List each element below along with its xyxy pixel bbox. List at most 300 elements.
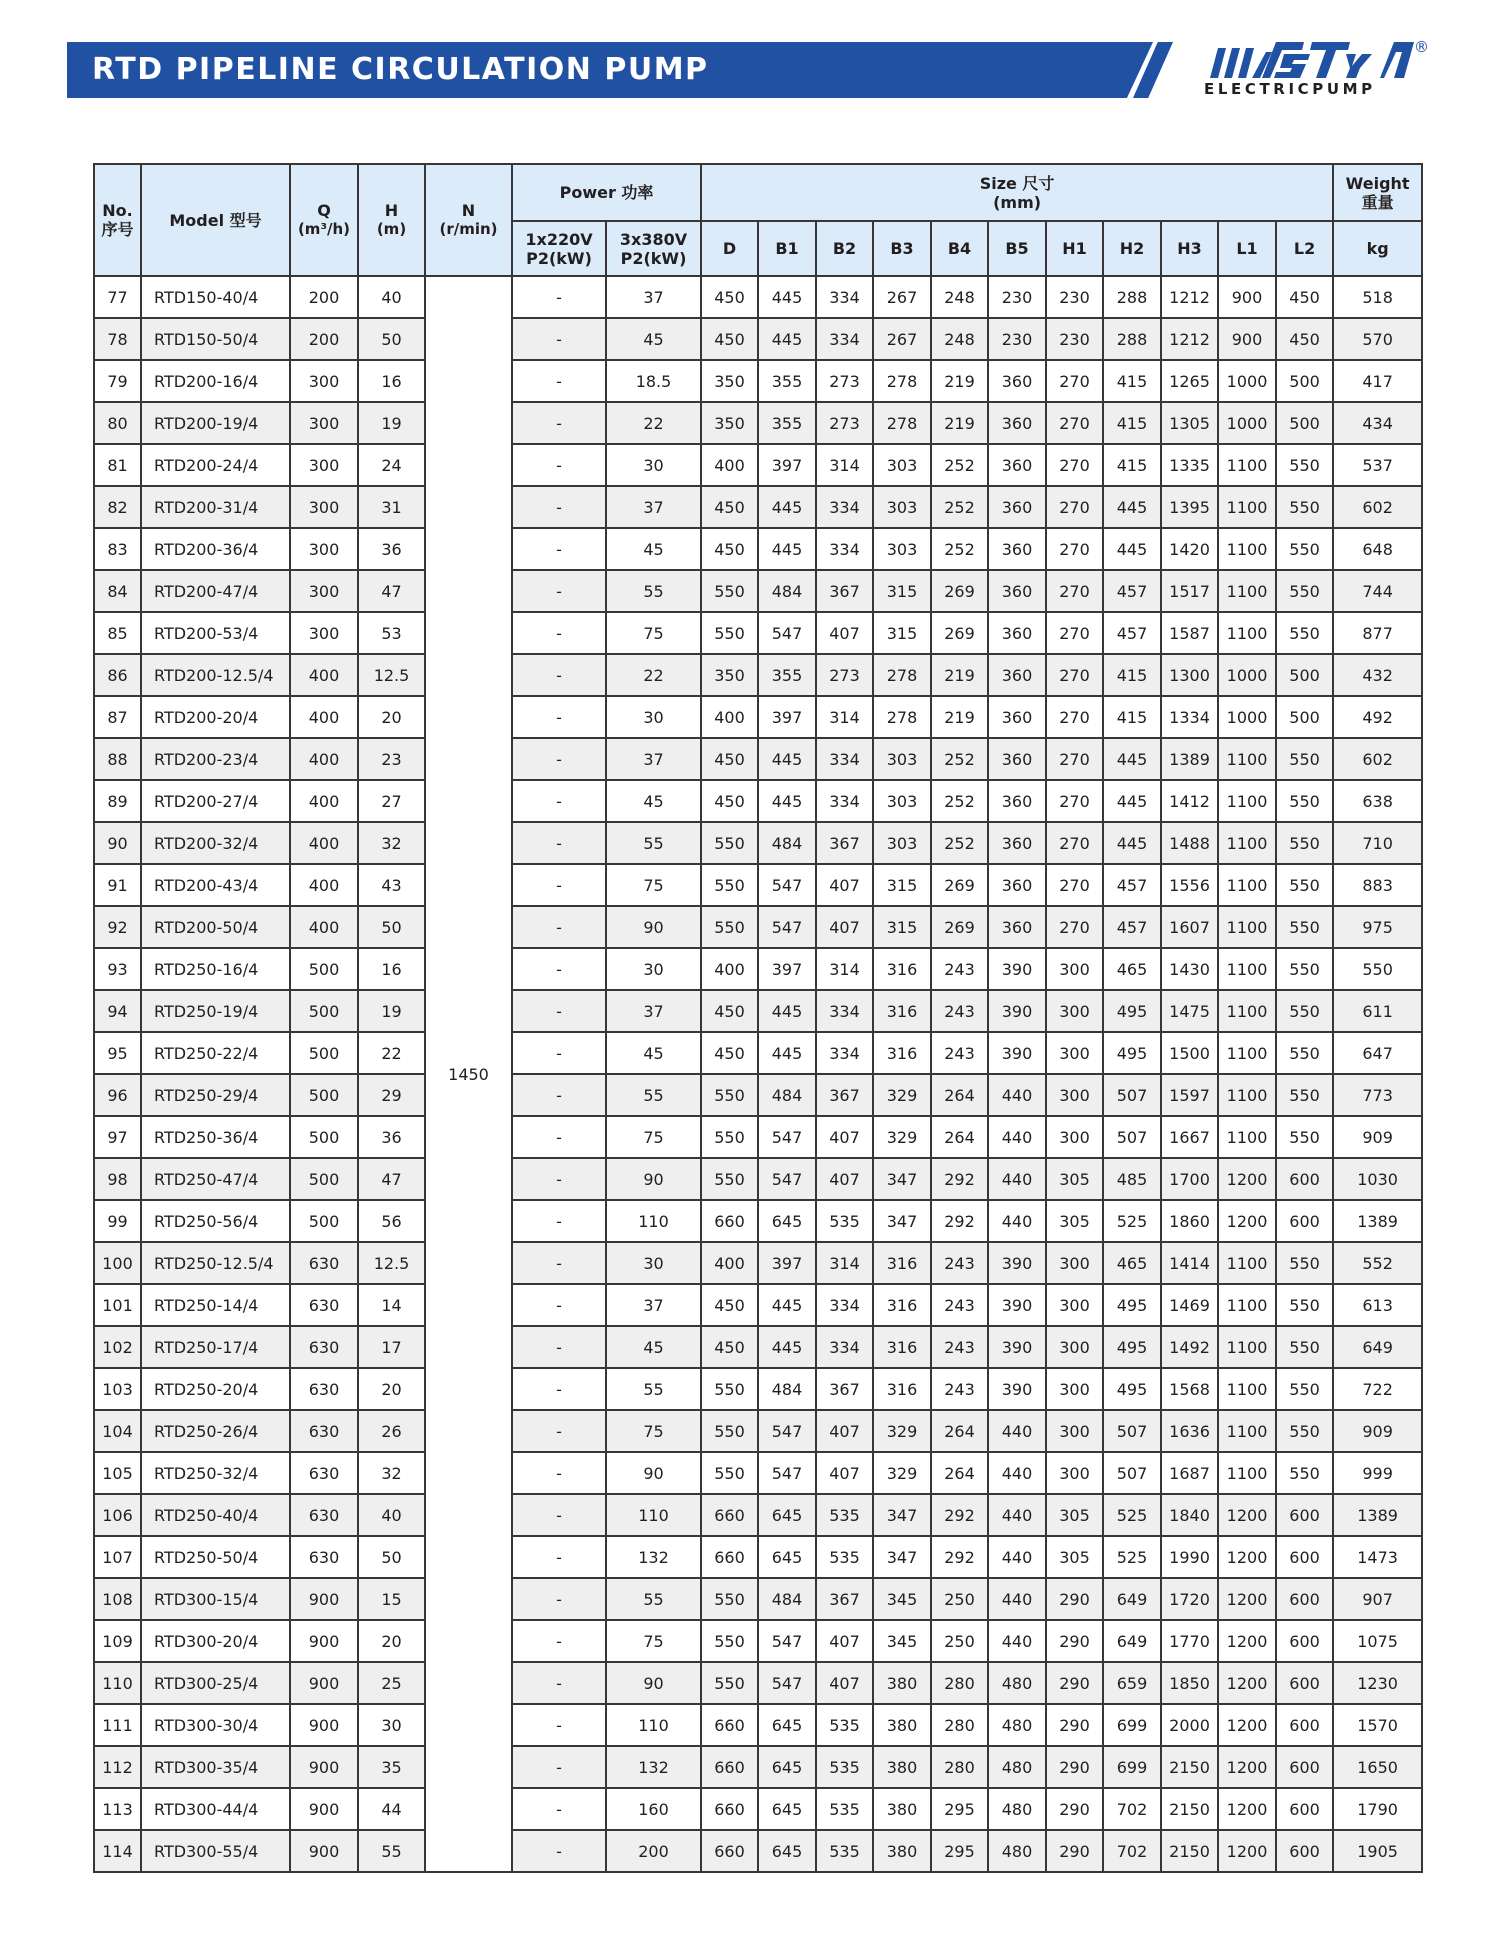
cell-h1: 290 [1046,1704,1103,1746]
cell-no: 79 [94,360,141,402]
cell-l2: 600 [1276,1662,1333,1704]
cell-b3: 329 [873,1410,931,1452]
cell-weight: 492 [1333,696,1422,738]
cell-b5: 360 [988,612,1046,654]
cell-b3: 303 [873,486,931,528]
cell-p1-220v: - [512,1074,606,1116]
cell-q: 500 [290,948,358,990]
cell-h2: 659 [1103,1662,1161,1704]
cell-h1: 270 [1046,612,1103,654]
cell-p2-380v: 90 [606,906,701,948]
brand-logo-mark-icon [1200,40,1420,78]
cell-d: 400 [701,696,758,738]
cell-model: RTD250-47/4 [141,1158,290,1200]
cell-h2: 288 [1103,318,1161,360]
cell-l1: 1200 [1218,1830,1276,1872]
col-header-p1 [512,221,606,276]
cell-d: 450 [701,1326,758,1368]
table-row [94,402,1422,444]
cell-no: 78 [94,318,141,360]
table-row [94,444,1422,486]
cell-b4: 219 [931,696,988,738]
cell-h: 20 [358,1620,425,1662]
cell-p2-380v: 200 [606,1830,701,1872]
cell-b5: 360 [988,696,1046,738]
cell-weight: 648 [1333,528,1422,570]
cell-l1: 1200 [1218,1494,1276,1536]
cell-h2: 507 [1103,1116,1161,1158]
cell-model: RTD250-22/4 [141,1032,290,1074]
cell-b3: 303 [873,444,931,486]
cell-b2: 314 [816,696,873,738]
cell-l2: 550 [1276,822,1333,864]
cell-model: RTD250-32/4 [141,1452,290,1494]
cell-h: 24 [358,444,425,486]
cell-h3: 1597 [1161,1074,1218,1116]
cell-q: 500 [290,1032,358,1074]
cell-model: RTD200-19/4 [141,402,290,444]
cell-h3: 1850 [1161,1662,1218,1704]
cell-h2: 415 [1103,360,1161,402]
cell-h: 40 [358,1494,425,1536]
cell-d: 400 [701,1242,758,1284]
cell-b1: 355 [758,654,816,696]
cell-b5: 440 [988,1620,1046,1662]
cell-no: 98 [94,1158,141,1200]
cell-q: 300 [290,612,358,654]
cell-l1: 1100 [1218,528,1276,570]
cell-h1: 270 [1046,444,1103,486]
cell-b4: 250 [931,1578,988,1620]
cell-b2: 367 [816,570,873,612]
col-header-h3: H3 [1161,221,1218,276]
cell-b1: 547 [758,1620,816,1662]
cell-b1: 645 [758,1746,816,1788]
cell-h: 16 [358,948,425,990]
cell-h3: 1990 [1161,1536,1218,1578]
cell-b1: 484 [758,1074,816,1116]
cell-b4: 243 [931,1242,988,1284]
cell-b1: 547 [758,612,816,654]
cell-p2-380v: 45 [606,1032,701,1074]
cell-l2: 550 [1276,780,1333,822]
cell-weight: 602 [1333,486,1422,528]
cell-h2: 495 [1103,1032,1161,1074]
cell-b5: 360 [988,360,1046,402]
cell-b4: 250 [931,1620,988,1662]
cell-h3: 1469 [1161,1284,1218,1326]
cell-b4: 269 [931,906,988,948]
cell-l1: 1200 [1218,1746,1276,1788]
cell-d: 550 [701,1368,758,1410]
cell-weight: 909 [1333,1116,1422,1158]
table-row [94,486,1422,528]
cell-p2-380v: 45 [606,1326,701,1368]
cell-q: 400 [290,864,358,906]
cell-model: RTD250-14/4 [141,1284,290,1326]
cell-h3: 1335 [1161,444,1218,486]
cell-h: 15 [358,1578,425,1620]
cell-b1: 445 [758,528,816,570]
cell-b1: 547 [758,906,816,948]
cell-h3: 1840 [1161,1494,1218,1536]
cell-d: 450 [701,528,758,570]
cell-p1-220v: - [512,1746,606,1788]
cell-h1: 270 [1046,738,1103,780]
cell-q: 630 [290,1284,358,1326]
cell-b1: 397 [758,696,816,738]
cell-p1-220v: - [512,1830,606,1872]
cell-l1: 1100 [1218,738,1276,780]
table-row [94,612,1422,654]
cell-weight: 1473 [1333,1536,1422,1578]
cell-b3: 316 [873,1242,931,1284]
cell-b3: 278 [873,402,931,444]
cell-h1: 290 [1046,1788,1103,1830]
cell-b2: 334 [816,486,873,528]
cell-b3: 345 [873,1620,931,1662]
cell-b2: 334 [816,276,873,318]
cell-b3: 347 [873,1494,931,1536]
col-header-p1-unit: P2(kW) [526,248,592,268]
cell-q: 300 [290,360,358,402]
cell-p2-380v: 55 [606,1368,701,1410]
cell-d: 350 [701,402,758,444]
cell-h1: 300 [1046,1368,1103,1410]
cell-p2-380v: 18.5 [606,360,701,402]
cell-b4: 252 [931,738,988,780]
cell-no: 87 [94,696,141,738]
cell-d: 350 [701,654,758,696]
cell-b2: 535 [816,1704,873,1746]
cell-h3: 2150 [1161,1830,1218,1872]
cell-b2: 407 [816,612,873,654]
cell-model: RTD250-16/4 [141,948,290,990]
cell-p1-220v: - [512,1326,606,1368]
cell-b1: 645 [758,1200,816,1242]
col-header-b1: B1 [758,221,816,276]
cell-h3: 1395 [1161,486,1218,528]
cell-no: 95 [94,1032,141,1074]
cell-h2: 495 [1103,990,1161,1032]
cell-b5: 440 [988,1452,1046,1494]
table-row [94,864,1422,906]
cell-b2: 535 [816,1746,873,1788]
cell-p2-380v: 55 [606,822,701,864]
cell-l2: 550 [1276,1074,1333,1116]
cell-b4: 219 [931,654,988,696]
col-header-h1: H1 [1046,221,1103,276]
cell-no: 77 [94,276,141,318]
cell-l1: 900 [1218,318,1276,360]
cell-h2: 495 [1103,1284,1161,1326]
cell-no: 89 [94,780,141,822]
cell-p2-380v: 30 [606,696,701,738]
cell-h1: 290 [1046,1578,1103,1620]
table-header-row [94,164,1422,221]
cell-h1: 305 [1046,1200,1103,1242]
cell-h3: 1556 [1161,864,1218,906]
cell-p2-380v: 75 [606,864,701,906]
cell-h1: 270 [1046,486,1103,528]
cell-model: RTD250-36/4 [141,1116,290,1158]
cell-d: 550 [701,1074,758,1116]
table-row [94,990,1422,1032]
cell-b3: 315 [873,906,931,948]
cell-h: 29 [358,1074,425,1116]
cell-b1: 445 [758,318,816,360]
col-header-model: Model 型号 [141,164,290,276]
cell-q: 630 [290,1368,358,1410]
cell-p1-220v: - [512,1284,606,1326]
cell-p2-380v: 75 [606,1410,701,1452]
cell-l2: 600 [1276,1578,1333,1620]
table-row [94,906,1422,948]
cell-b3: 347 [873,1158,931,1200]
cell-p2-380v: 22 [606,402,701,444]
cell-h1: 270 [1046,528,1103,570]
cell-no: 106 [94,1494,141,1536]
cell-h3: 1607 [1161,906,1218,948]
table-row [94,822,1422,864]
cell-l2: 450 [1276,318,1333,360]
cell-q: 500 [290,1158,358,1200]
table-row [94,1158,1422,1200]
cell-d: 550 [701,1620,758,1662]
cell-h2: 415 [1103,654,1161,696]
spec-table-body [94,276,1422,1872]
cell-l1: 1200 [1218,1620,1276,1662]
cell-b5: 390 [988,1326,1046,1368]
col-header-size-unit: (mm) [993,192,1042,212]
cell-b2: 535 [816,1494,873,1536]
table-row [94,948,1422,990]
cell-b4: 248 [931,318,988,360]
cell-l1: 1200 [1218,1662,1276,1704]
cell-b2: 407 [816,1452,873,1494]
cell-l1: 1100 [1218,780,1276,822]
table-row [94,1578,1422,1620]
cell-d: 550 [701,1116,758,1158]
cell-d: 450 [701,486,758,528]
col-header-p2-voltage: 3x380V [619,229,688,249]
cell-q: 630 [290,1494,358,1536]
cell-h: 19 [358,990,425,1032]
cell-no: 85 [94,612,141,654]
cell-b5: 390 [988,948,1046,990]
cell-model: RTD300-30/4 [141,1704,290,1746]
cell-d: 450 [701,1284,758,1326]
cell-l1: 1200 [1218,1200,1276,1242]
cell-b2: 535 [816,1830,873,1872]
cell-p1-220v: - [512,570,606,612]
cell-h1: 270 [1046,822,1103,864]
cell-p2-380v: 110 [606,1200,701,1242]
cell-b5: 360 [988,444,1046,486]
cell-l1: 1100 [1218,906,1276,948]
cell-q: 900 [290,1662,358,1704]
cell-q: 400 [290,906,358,948]
cell-h1: 300 [1046,990,1103,1032]
cell-b4: 269 [931,612,988,654]
col-header-p2-unit: P2(kW) [620,248,687,268]
cell-q: 400 [290,780,358,822]
cell-p2-380v: 75 [606,1116,701,1158]
cell-p1-220v: - [512,318,606,360]
cell-h1: 290 [1046,1620,1103,1662]
cell-b4: 252 [931,486,988,528]
spec-table [93,163,1423,1873]
cell-h1: 270 [1046,360,1103,402]
cell-b1: 645 [758,1536,816,1578]
cell-h2: 415 [1103,402,1161,444]
cell-weight: 1030 [1333,1158,1422,1200]
cell-b5: 390 [988,1284,1046,1326]
cell-h: 40 [358,276,425,318]
cell-weight: 537 [1333,444,1422,486]
cell-l1: 1200 [1218,1536,1276,1578]
cell-l1: 1100 [1218,822,1276,864]
table-row [94,738,1422,780]
cell-l1: 1000 [1218,696,1276,738]
cell-h1: 300 [1046,1284,1103,1326]
cell-b2: 314 [816,948,873,990]
cell-b3: 315 [873,570,931,612]
cell-b1: 445 [758,990,816,1032]
cell-model: RTD300-44/4 [141,1788,290,1830]
cell-l1: 1100 [1218,612,1276,654]
cell-b3: 303 [873,738,931,780]
cell-b3: 303 [873,528,931,570]
cell-weight: 552 [1333,1242,1422,1284]
cell-p1-220v: - [512,1158,606,1200]
cell-no: 103 [94,1368,141,1410]
cell-b4: 295 [931,1788,988,1830]
cell-no: 92 [94,906,141,948]
cell-weight: 638 [1333,780,1422,822]
cell-model: RTD200-36/4 [141,528,290,570]
cell-h2: 525 [1103,1536,1161,1578]
cell-q: 630 [290,1536,358,1578]
cell-h3: 1300 [1161,654,1218,696]
cell-b4: 264 [931,1116,988,1158]
table-row [94,1116,1422,1158]
table-row [94,1620,1422,1662]
cell-l1: 1100 [1218,948,1276,990]
col-header-h-label: H [384,201,399,220]
cell-p1-220v: - [512,1368,606,1410]
cell-h1: 230 [1046,276,1103,318]
cell-h3: 1430 [1161,948,1218,990]
cell-b3: 347 [873,1200,931,1242]
cell-weight: 1389 [1333,1494,1422,1536]
cell-no: 99 [94,1200,141,1242]
cell-b4: 264 [931,1452,988,1494]
cell-b3: 329 [873,1116,931,1158]
cell-l2: 550 [1276,906,1333,948]
cell-p2-380v: 55 [606,1074,701,1116]
cell-l2: 550 [1276,738,1333,780]
cell-d: 550 [701,864,758,906]
cell-b4: 280 [931,1704,988,1746]
cell-b2: 407 [816,864,873,906]
cell-model: RTD200-23/4 [141,738,290,780]
cell-model: RTD200-32/4 [141,822,290,864]
cell-h1: 305 [1046,1536,1103,1578]
cell-h3: 1420 [1161,528,1218,570]
cell-no: 114 [94,1830,141,1872]
cell-l2: 550 [1276,1452,1333,1494]
cell-d: 660 [701,1494,758,1536]
cell-b4: 252 [931,444,988,486]
cell-b1: 547 [758,1158,816,1200]
cell-model: RTD150-50/4 [141,318,290,360]
cell-h3: 1636 [1161,1410,1218,1452]
cell-model: RTD200-24/4 [141,444,290,486]
cell-b4: 292 [931,1494,988,1536]
cell-p2-380v: 90 [606,1452,701,1494]
cell-h3: 1389 [1161,738,1218,780]
cell-b5: 390 [988,1368,1046,1410]
cell-weight: 1389 [1333,1200,1422,1242]
cell-h2: 649 [1103,1578,1161,1620]
cell-b2: 273 [816,402,873,444]
cell-b3: 267 [873,276,931,318]
cell-p1-220v: - [512,528,606,570]
cell-weight: 999 [1333,1452,1422,1494]
cell-h: 19 [358,402,425,444]
cell-b4: 292 [931,1158,988,1200]
cell-b2: 367 [816,1074,873,1116]
cell-h2: 507 [1103,1074,1161,1116]
col-header-q-unit: (m³/h) [297,220,351,238]
cell-h1: 270 [1046,906,1103,948]
table-row [94,1410,1422,1452]
cell-b4: 264 [931,1074,988,1116]
cell-p1-220v: - [512,276,606,318]
col-header-size [701,164,1333,221]
cell-b2: 535 [816,1200,873,1242]
cell-h: 14 [358,1284,425,1326]
cell-h: 32 [358,1452,425,1494]
cell-no: 107 [94,1536,141,1578]
cell-b5: 440 [988,1200,1046,1242]
cell-b1: 445 [758,738,816,780]
cell-l2: 500 [1276,360,1333,402]
cell-q: 300 [290,486,358,528]
cell-l2: 550 [1276,1368,1333,1410]
cell-h1: 305 [1046,1158,1103,1200]
cell-h2: 495 [1103,1326,1161,1368]
cell-model: RTD150-40/4 [141,276,290,318]
cell-h: 23 [358,738,425,780]
cell-l1: 1100 [1218,1116,1276,1158]
cell-l1: 1200 [1218,1578,1276,1620]
cell-h3: 1212 [1161,276,1218,318]
cell-p2-380v: 132 [606,1536,701,1578]
cell-b2: 535 [816,1788,873,1830]
cell-p2-380v: 90 [606,1158,701,1200]
col-header-kg: kg [1333,221,1422,276]
cell-h: 47 [358,570,425,612]
col-header-b2: B2 [816,221,873,276]
cell-b5: 230 [988,276,1046,318]
col-header-d: D [701,221,758,276]
cell-no: 83 [94,528,141,570]
cell-weight: 432 [1333,654,1422,696]
cell-model: RTD300-20/4 [141,1620,290,1662]
cell-model: RTD250-29/4 [141,1074,290,1116]
